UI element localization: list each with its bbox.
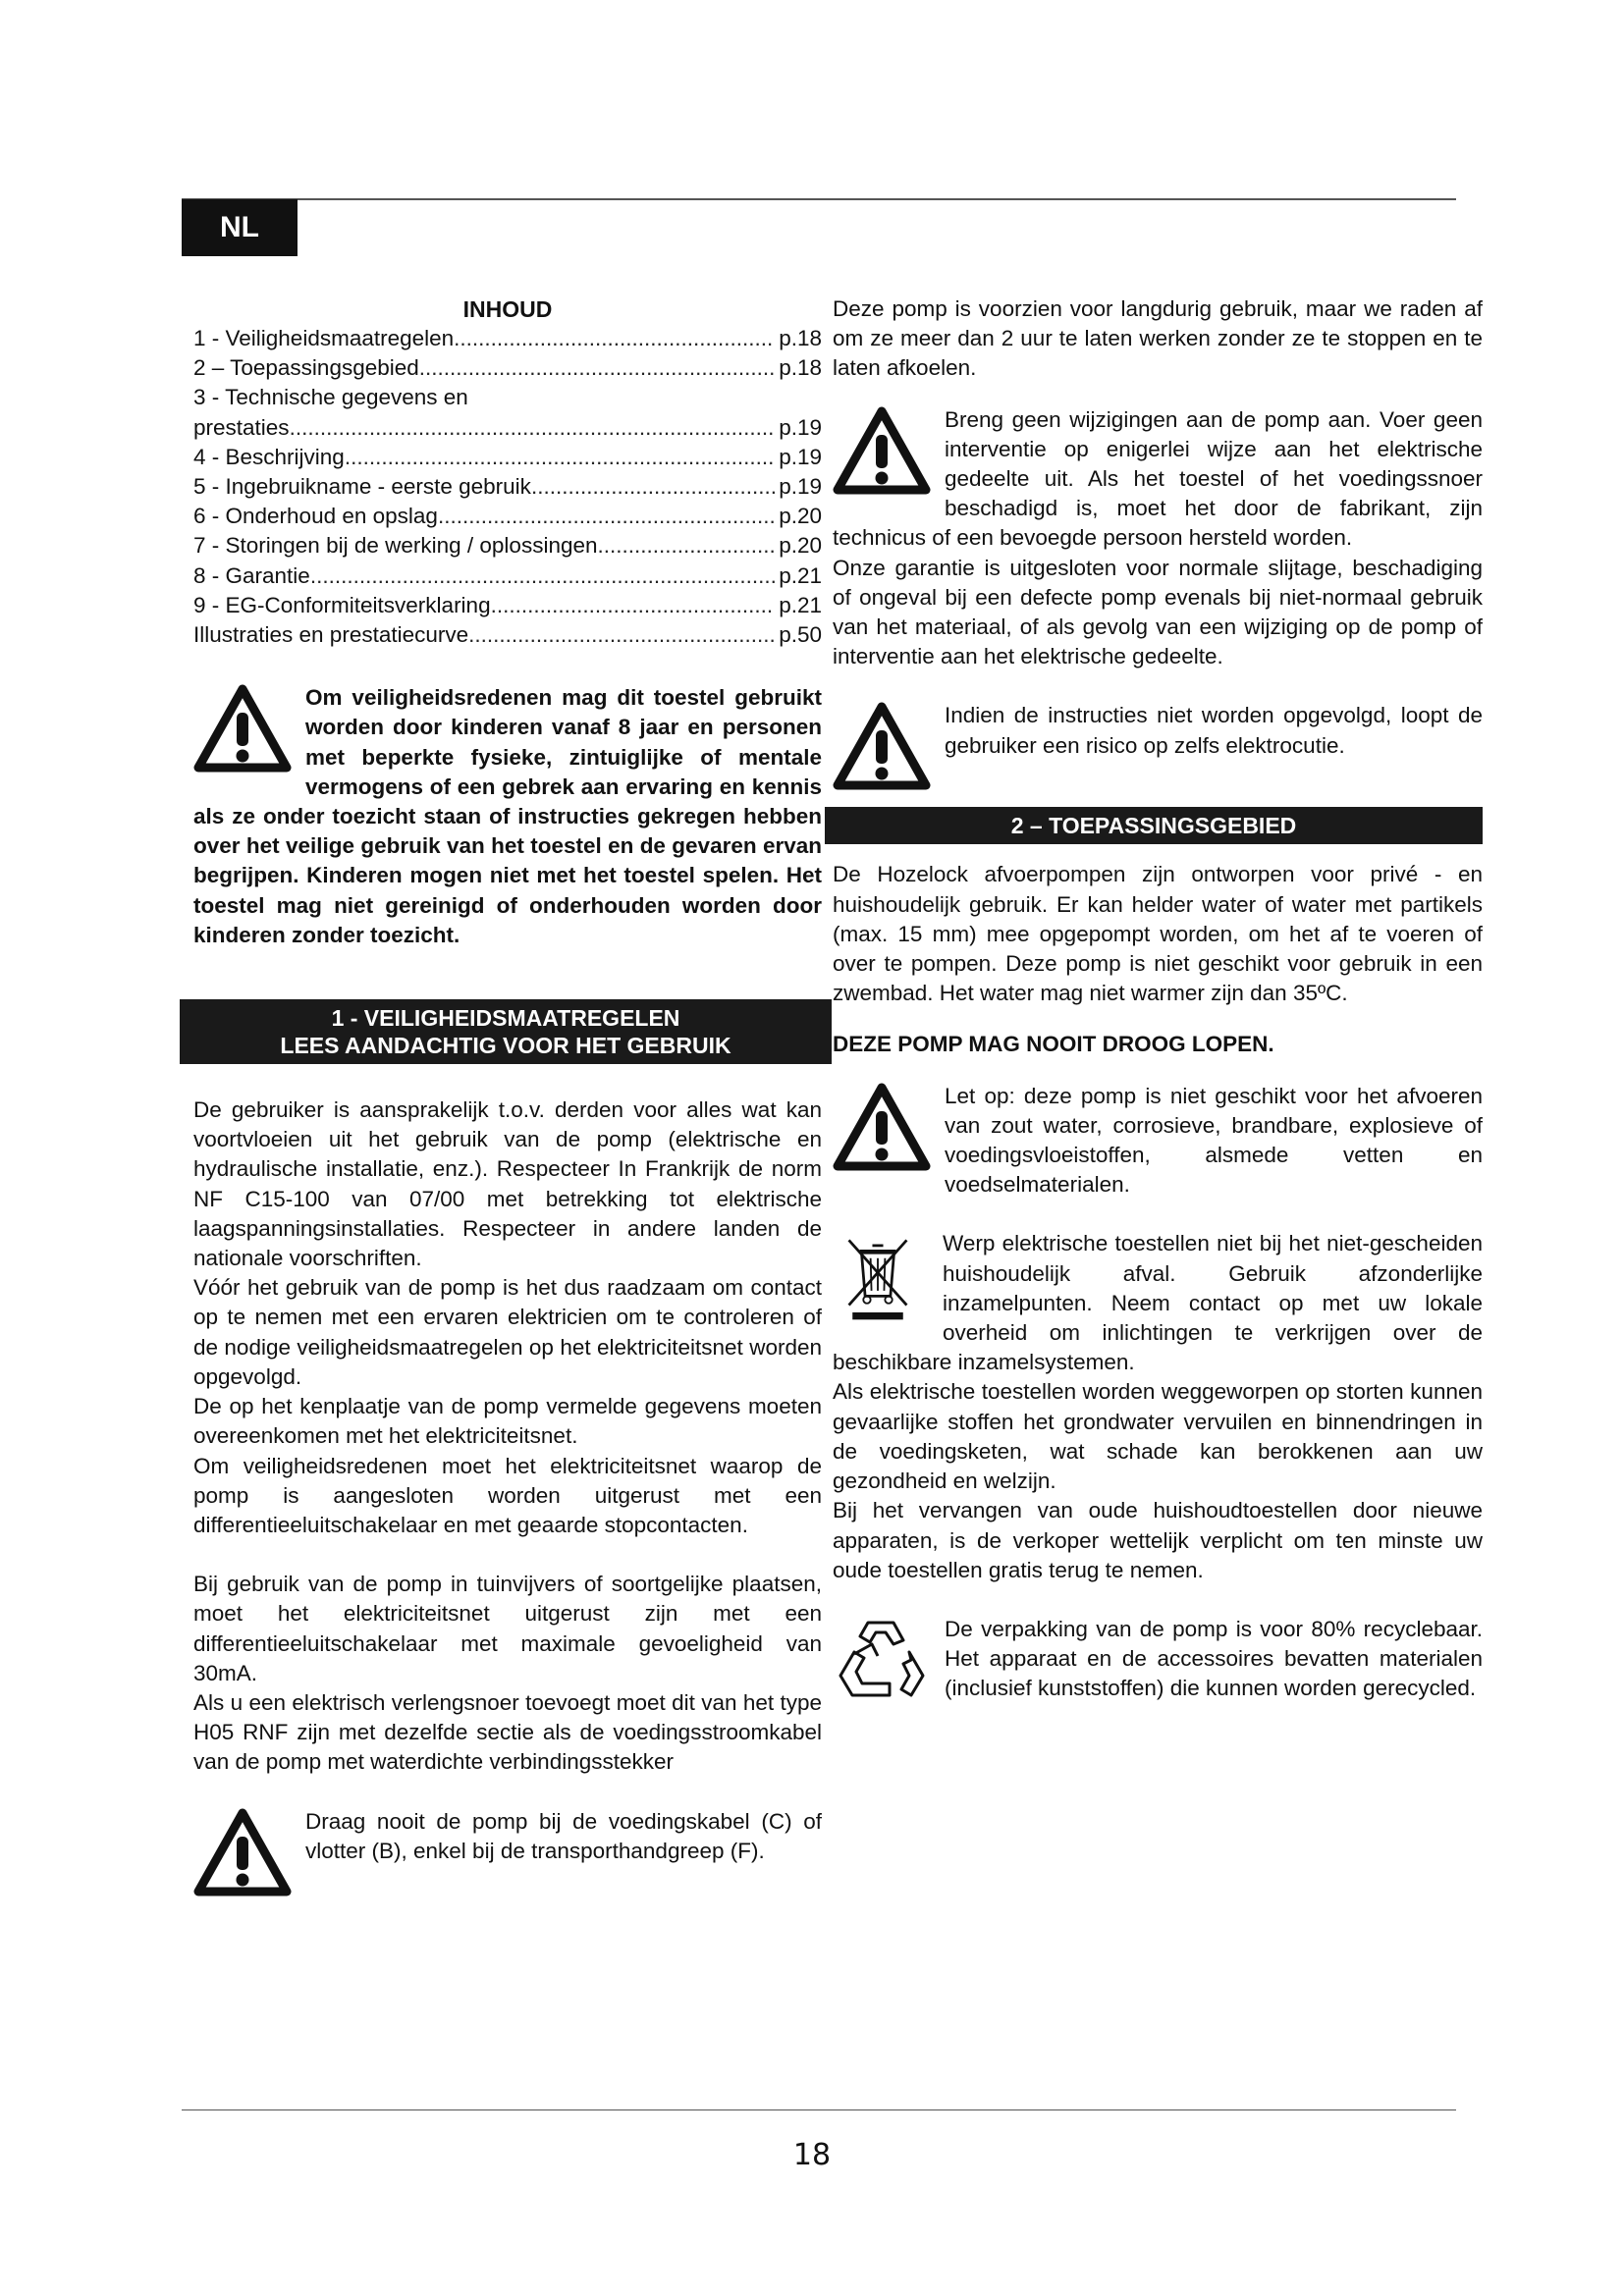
toc-leader (310, 561, 775, 591)
toc-entry-page: p.20 (779, 504, 822, 529)
right-column (833, 294, 1483, 1707)
guarantee-paragraph: Onze garantie is uitgesloten voor normale slijtage, beschadiging of ongeval bij een defecte pomp evenals bij niet-normaal gebruik van het materiaal, of als gevolg van een wijziging op de pomp of interventie aan het elektrische gedeelte. (833, 555, 1483, 669)
intro-paragraph: Deze pomp is voorzien voor langdurig gebruik, maar we raden af om ze meer dan 2 uur te laten werken zonder ze te stoppen en te laten afkoelen. (833, 296, 1483, 381)
toc-entry (193, 472, 822, 502)
table-of-contents (193, 324, 822, 650)
toc-entry-label: 7 - Storingen bij de werking / oplossingen (193, 533, 598, 559)
section-1-header: 1 - VEILIGHEIDSMAATREGELEN LEES AANDACHTIG VOOR HET GEBRUIK (180, 999, 832, 1064)
footer-rule (182, 2109, 1456, 2110)
page-number: 18 (792, 2138, 832, 2172)
warning-triangle-icon (833, 405, 931, 496)
toc-entry-label: 3 - Technische gegevens en (193, 385, 468, 410)
toc-entry-label: 2 – Toepassingsgebied (193, 355, 419, 381)
toc-entry-page: p.19 (779, 444, 822, 469)
toc-entry-label: 1 - Veiligheidsmaatregelen (193, 326, 455, 350)
warning-triangle-icon (193, 1807, 292, 1897)
disposal-paragraph: Als elektrische toestellen worden weggeworpen op storten kunnen gevaarlijke stoffen het grondwater vervuilen en binnendringen in de voedingsketen, wat schade kan berokkenen aan uw gezondheid en welzijn. (833, 1379, 1483, 1494)
toc-entry (193, 443, 822, 472)
header-rule (182, 198, 1456, 200)
toc-entry (193, 324, 822, 353)
language-tag: NL (182, 199, 298, 256)
toc-entry-label: Illustraties en prestatiecurve (193, 622, 469, 648)
toc-leader (290, 413, 776, 443)
replacement-paragraph: Bij het vervangen van oude huishoudtoestellen door nieuwe apparaten, is de verkoper wettelijk verplicht om ten minste uw oude toestellen gratis terug te nemen. (833, 1498, 1483, 1582)
toc-entry-page: p.18 (779, 355, 822, 381)
warning-triangle-icon (833, 701, 931, 791)
toc-entry-label: 4 - Beschrijving (193, 444, 345, 469)
dry-run-notice: DEZE POMP MAG NOOIT DROOG LOPEN. (833, 1032, 1274, 1057)
toc-leader (468, 620, 775, 650)
toc-entry-label: prestaties (193, 414, 290, 440)
section-2-header: 2 – TOEPASSINGSGEBIED (825, 807, 1483, 844)
electrician-paragraph: Vóór het gebruik van de pomp is het dus raadzaam om contact op te nemen met een ervaren elektricien om te controleren of de nodige veiligheidsmaatregelen op het elektriciteitsnet worden opgevolgd. (193, 1275, 822, 1389)
toc-entry-page: p.21 (779, 562, 822, 588)
modify-warning: Breng geen wijzigingen aan de pomp aan. Voer geen interventie op enigerlei wijze aan het elektrische gedeelte uit. Als het toestel of het voedingssnoer beschadigd is, moet het door de fabrikant, zijn technicus of een bevoegde persoon hersteld worden. (833, 406, 1483, 551)
weee-notice: Werp elektrische toestellen niet bij het niet-gescheiden huishoudelijk afval. Gebruik afzonderlijke inzamelpunten. Neem contact op met uw lokale overheid om inlichtingen te verkrijgen over de beschikbare inzamelsystemen. (833, 1231, 1483, 1375)
toc-entry-page: p.50 (779, 622, 822, 648)
toc-entry (193, 620, 822, 650)
recycle-notice: De verpakking van de pomp is voor 80% recyclebaar. Het apparaat en de accessoires bevatten materialen (inclusief kunststoffen) die kunnen worden gerecycled. (833, 1615, 1483, 1704)
left-column (193, 294, 822, 1899)
toc-entry-label: 5 - Ingebruikname - eerste gebruik (193, 474, 531, 500)
nameplate-paragraph: De op het kenplaatje van de pomp vermelde gegevens moeten overeenkomen met het elektriciteitsnet. (193, 1394, 822, 1449)
toc-entry-page: p.21 (779, 592, 822, 617)
toc-entry (193, 353, 822, 383)
toc-entry-page: p.20 (779, 533, 822, 559)
toc-leader (345, 443, 775, 472)
toc-leader (419, 353, 775, 383)
grounding-paragraph: Om veiligheidsredenen moet het elektriciteitsnet waarop de pomp is aangesloten worden uitgerust met een differentieeluitschakelaar en met geaarde stopcontacten. (193, 1453, 822, 1537)
toc-title: INHOUD (462, 296, 553, 322)
children-warning: Om veiligheidsredenen mag dit toestel gebruikt worden door kinderen vanaf 8 jaar en personen met beperkte fysieke, zintuiglijke of mentale vermogens of een gebrek aan ervaring en kennis als ze onder toezicht staan of instructies gekregen hebben over het veilige gebruik van het toestel en de gevaren ervan begrijpen. Kinderen mogen niet met het toestel spelen. Het toestel mag niet gereinigd of onderhouden worden door kinderen zonder toezicht. (193, 685, 822, 947)
warning-triangle-icon (833, 1082, 931, 1172)
toc-entry (193, 531, 822, 561)
toc-entry (193, 413, 822, 443)
toc-entry-label: 6 - Onderhoud en opslag (193, 504, 438, 529)
instructions-warning: Indien de instructies niet worden opgevolgd, loopt de gebruiker een risico op zelfs elektrocutie. (833, 701, 1483, 760)
toc-entry-label: 9 - EG-Conformiteitsverklaring (193, 592, 491, 617)
toc-leader (598, 531, 776, 561)
warning-triangle-icon (193, 683, 292, 774)
saltwater-warning: Let op: deze pomp is niet geschikt voor het afvoeren van zout water, corrosieve, brandbare, explosieve of voedingsvloeistoffen, alsmede vetten en voedselmaterialen. (833, 1082, 1483, 1201)
recycle-icon (833, 1615, 931, 1705)
cable-warning: Draag nooit de pomp bij de voedingskabel (C) of vlotter (B), enkel bij de transporthandgreep (F). (193, 1807, 822, 1866)
toc-entry-page: p.19 (779, 474, 822, 500)
toc-entry-label: 8 - Garantie (193, 562, 310, 588)
toc-entry-page: p.18 (779, 326, 822, 350)
toc-entry (193, 561, 822, 591)
toc-entry-page: p.19 (779, 414, 822, 440)
liability-paragraph: De gebruiker is aansprakelijk t.o.v. derden voor alles wat kan voortvloeien uit het gebruik van de pomp (elektrische en hydraulische installatie, enz.). Respecteer In Frankrijk de norm NF C15-100 van 07/00 met betrekking tot elektrische laagspanningsinstallaties. Respecteer in andere landen de nationale voorschriften. (193, 1097, 822, 1271)
toc-entry (193, 591, 822, 620)
toc-entry (193, 502, 822, 531)
crossed-out-bin-icon (833, 1229, 923, 1327)
toc-leader (454, 324, 775, 353)
toc-leader (491, 591, 776, 620)
application-paragraph: De Hozelock afvoerpompen zijn ontworpen voor privé - en huishoudelijk gebruik. Er kan helder water of water met partikels (max. 15 mm) mee opgepompt worden, om het af te voeren of over te pompen. Deze pomp is niet geschikt voor gebruik in een zwembad. Het water mag niet warmer zijn dan 35ºC. (833, 862, 1483, 1006)
toc-entry (193, 383, 822, 412)
toc-leader (531, 472, 775, 502)
pond-paragraph: Bij gebruik van de pomp in tuinvijvers of soortgelijke plaatsen, moet het elektriciteitsnet uitgerust zijn met een differentieeluitschakelaar met maximale gevoeligheid van 30mA. (193, 1572, 822, 1685)
extension-cord-paragraph: Als u een elektrisch verlengsnoer toevoegt moet dit van het type H05 RNF zijn met dezelfde sectie als de voedingsstroomkabel van de pomp met waterdichte verbindingsstekker (193, 1689, 822, 1775)
toc-leader (438, 502, 775, 531)
